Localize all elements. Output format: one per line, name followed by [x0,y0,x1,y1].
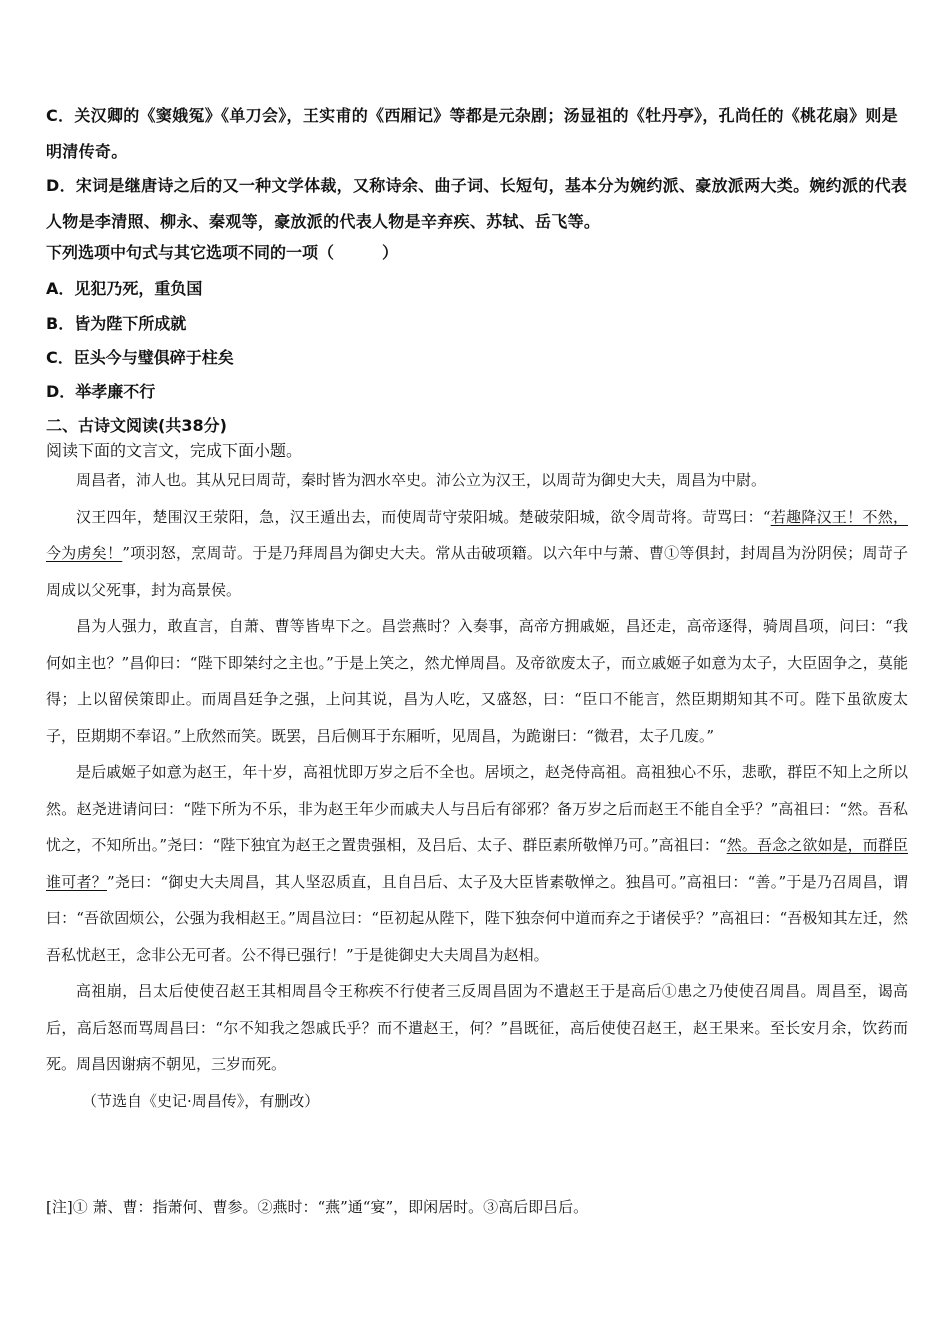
question-option-d: D．举孝廉不行 [46,382,156,401]
question-option-c: C．臣头今与璧俱碎于柱矣 [46,348,234,367]
option-c-literature: C．关汉卿的《窦娥冤》《单刀会》，王实甫的《西厢记》等都是元杂剧；汤显祖的《牡丹亭》，孔尚任的《桃花扇》则是明清传奇。 [46,106,898,161]
question-option-a: A．见犯乃死，重负国 [46,279,203,298]
passage-source: （节选自《史记·周昌传》，有删改） [82,1091,320,1110]
question-option-b: B．皆为陛下所成就 [46,314,187,333]
passage-paragraph-1: 周昌者，沛人也。其从兄曰周苛，秦时皆为泗水卒史。沛公立为汉王，以周苛为御史大夫，周昌为中尉。 [76,471,767,489]
passage-paragraph-4 [46,754,908,973]
paragraph-4-text-b: ”尧曰：“御史大夫周昌，其人坚忍质直，且自吕后、太子及大臣皆素敬惮之。独昌可。”高祖曰：“善。”于是乃召周昌，谓曰：“吾欲固烦公，公强为我相赵王。”周昌泣曰：“臣初起从陛下，陛下独奈何中道而弃之于诸侯乎？”高祖曰：“吾极知其左迁，然吾私忧赵王，念非公无可者。公不得已强行！”于是徙御史大夫周昌为赵相。 [46,872,908,964]
paragraph-4-text-a: 是后戚姬子如意为赵王，年十岁，高祖忧即万岁之后不全也。居顷之，赵尧侍高祖。高祖独心不乐，悲歌，群臣不知上之所以然。赵尧进请问曰：“陛下所为不乐，非为赵王年少而戚夫人与吕后有郤邪？备万岁之后而赵王不能自全乎？”高祖曰：“然。吾私忧之，不知所出。”尧曰：“陛下独宜为赵王之置贵强相，及吕后、太子、群臣素所敬惮乃可。”高祖曰：“ [46,763,908,854]
passage-paragraph-2 [46,499,908,609]
passage-paragraph-5: 高祖崩，吕太后使使召赵王其相周昌令王称疾不行使者三反周昌固为不遣赵王于是高后①患之乃使使召周昌。周昌至，谒高后，高后怒而骂周昌曰：“尔不知我之怨戚氏乎？而不遣赵王，何？”昌既征，高后使使召赵王，赵王果来。至长安月余，饮药而死。周昌因谢病不朝见，三岁而死。 [46,982,908,1073]
underlined-quote-2: 然。吾念之欲如是，而群臣谁可者？ [46,836,908,891]
option-d-song-ci: D．宋词是继唐诗之后的又一种文学体裁，又称诗余、曲子词、长短句，基本分为婉约派、豪放派两大类。婉约派的代表人物是李清照、柳永、秦观等，豪放派的代表人物是辛弃疾、苏轼、岳飞等。 [46,176,908,231]
section-heading: 二、古诗文阅读(共38分) [46,416,227,435]
question-stem: 下列选项中句式与其它选项不同的一项（ ） [46,243,399,262]
section-instruction: 阅读下面的文言文，完成下面小题。 [46,441,303,460]
underlined-quote-1: 若趣降汉王！不然，今为虏矣！ [46,507,908,562]
classical-passage [46,462,908,1119]
paragraph-2-text-b: ”项羽怒，烹周苛。于是乃拜周昌为御史大夫。常从击破项籍。以六年中与萧、曹①等俱封，封周昌为汾阴侯；周苛子周成以父死事，封为高景侯。 [46,544,908,599]
passage-paragraph-3: 昌为人强力，敢直言，自萧、曹等皆卑下之。昌尝燕时？入奏事，高帝方拥戚姬，昌还走，高帝逐得，骑周昌项，问曰：“我何如主也？”昌仰曰：“陛下即桀纣之主也。”于是上笑之，然尤惮周昌。及帝欲废太子，而立戚姬子如意为太子，大臣固争之，莫能得；上以留侯策即止。而周昌廷争之强，上问其说，昌为人吃，又盛怒，曰：“臣口不能言，然臣期期知其不可。陛下虽欲废太子，臣期期不奉诏。”上欣然而笑。既罢，吕后侧耳于东厢听，见周昌，为跪谢曰：“微君，太子几废。” [46,617,908,745]
annotation-note: [注]① 萧、曹：指萧何、曹参。②燕时：“燕”通“宴”，即闲居时。③高后即吕后。 [46,1198,589,1216]
paragraph-2-text-a: 汉王四年，楚围汉王荥阳，急，汉王遁出去，而使周苛守荥阳城。楚破荥阳城，欲令周苛将。苛骂曰：“ [76,507,771,526]
